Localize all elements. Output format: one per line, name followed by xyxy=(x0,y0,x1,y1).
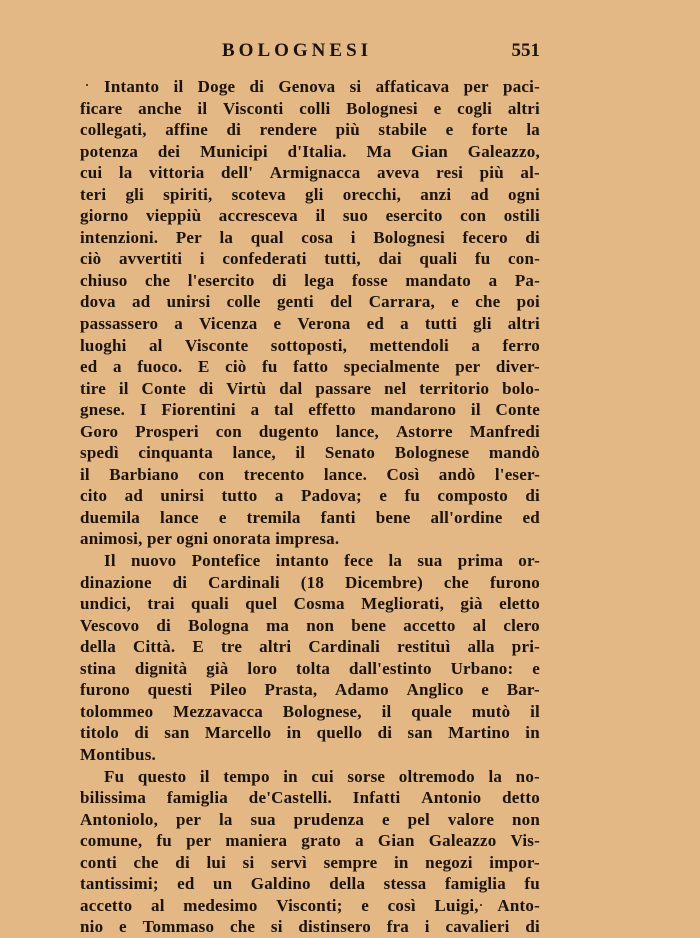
print-speck xyxy=(86,84,88,86)
text-line: della Città. E tre altri Cardinali restituì alla pri- xyxy=(80,637,540,657)
text-line: gnese. I Fiorentini a tal effetto mandarono il Conte xyxy=(80,400,540,420)
text-line: stina dignità già loro tolta dall'estinto Urbano: e xyxy=(80,658,540,678)
text-line: cui la vittoria dell' Armignacca aveva resi più al- xyxy=(80,163,540,183)
text-line: ciò avvertiti i confederati tutti, dai quali fu con- xyxy=(80,249,540,269)
text-line: passassero a Vicenza e Verona ed a tutti gli altri xyxy=(80,314,540,334)
text-line: bilissima famiglia de'Castelli. Infatti Antonio detto xyxy=(80,788,540,808)
text-line: titolo di san Marcello in quello di san Martino in xyxy=(80,723,540,743)
text-line: comune, fu per maniera grato a Gian Galeazzo Vis- xyxy=(80,831,540,851)
text-line: accetto al medesimo Visconti; e così Luigi, Anto- xyxy=(80,895,540,915)
text-line: il Barbiano con trecento lance. Così andò l'eser- xyxy=(80,464,540,484)
text-line: dinazione di Cardinali (18 Dicembre) che furono xyxy=(80,572,540,592)
text-line: tantissimi; ed un Galdino della stessa famiglia fu xyxy=(80,874,540,894)
text-line: conti che di lui si servì sempre in negozi impor- xyxy=(80,852,540,872)
text-line: Il nuovo Pontefice intanto fece la sua prima or- xyxy=(104,551,540,571)
text-line: Intanto il Doge di Genova si affaticava per paci- xyxy=(104,77,540,96)
text-line: ficare anche il Visconti colli Bolognesi e cogli altri xyxy=(80,98,540,118)
text-line: cito ad unirsi tutto a Padova; e fu composto di xyxy=(80,486,540,506)
page-number: 551 xyxy=(511,40,540,61)
text-line: teri gli spiriti, scoteva gli orecchi, anzi ad ogni xyxy=(80,184,540,204)
text-line: tolommeo Mezzavacca Bolognese, il quale mutò il xyxy=(80,701,540,721)
text-line: dova ad unirsi colle genti del Carrara, e che poi xyxy=(80,292,540,312)
text-line: undici, trai quali quel Cosma Megliorati, già eletto xyxy=(80,594,540,614)
text-line: Vescovo di Bologna ma non bene accetto al clero xyxy=(80,615,540,635)
page-header xyxy=(80,40,540,66)
text-line: ed a fuoco. E ciò fu fatto specialmente per diver- xyxy=(80,357,540,377)
text-line: Fu questo il tempo in cui sorse oltremodo la no- xyxy=(104,766,540,786)
running-title: BOLOGNESI xyxy=(222,40,373,61)
text-line: furono questi Pileo Prasta, Adamo Anglico e Bar- xyxy=(80,680,540,700)
text-line: giorno vieppiù accresceva il suo esercito con ostili xyxy=(80,206,540,226)
text-line: luoghi al Visconte sottoposti, mettendoli a ferro xyxy=(80,335,540,355)
text-line: Goro Prosperi con dugento lance, Astorre Manfredi xyxy=(80,421,540,441)
print-speck xyxy=(480,904,482,906)
body-text xyxy=(80,76,540,938)
text-line: collegati, affine di rendere più stabile e forte la xyxy=(80,120,540,140)
text-line: animosi, per ogni onorata impresa. xyxy=(80,529,340,549)
text-line: duemila lance e tremila fanti bene all'ordine ed xyxy=(80,507,540,527)
text-line: chiuso che l'esercito di lega fosse mandato a Pa- xyxy=(80,270,540,290)
text-line: intenzioni. Per la qual cosa i Bolognesi fecero di xyxy=(80,227,540,247)
text-line: Montibus. xyxy=(80,744,156,764)
text-line: potenza dei Municipi d'Italia. Ma Gian Galeazzo, xyxy=(80,141,540,161)
text-line: spedì cinquanta lance, il Senato Bolognese mandò xyxy=(80,443,540,463)
text-line: Antoniolo, per la sua prudenza e pel valore non xyxy=(80,809,540,829)
text-line: tire il Conte di Virtù dal passare nel territorio bolo- xyxy=(80,378,540,398)
text-line: nio e Tommaso che si distinsero fra i cavalieri di xyxy=(80,917,540,937)
